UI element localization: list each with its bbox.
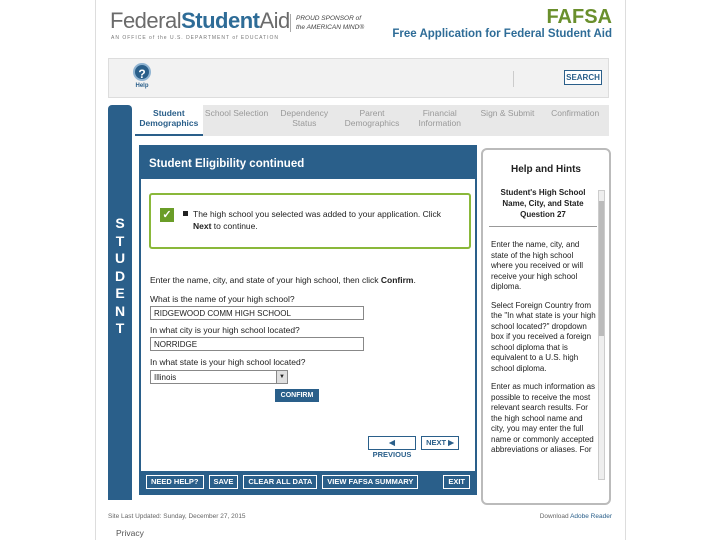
download-prefix: Download: [539, 513, 571, 520]
next-label: NEXT: [426, 438, 447, 447]
school-name-label: What is the name of your high school?: [150, 294, 295, 304]
fafsa-tagline: Free Application for Federal Student Aid: [392, 28, 612, 40]
sidebar-letter: D: [114, 267, 126, 284]
footer: [108, 513, 612, 520]
instruction-bold: Confirm: [380, 275, 414, 285]
tab-confirmation[interactable]: Confirmation: [551, 108, 600, 118]
sidebar-section-label: [108, 215, 132, 338]
notice-text-part: to continue.: [211, 221, 258, 231]
sponsor-line-1: PROUD SPONSOR of: [296, 15, 362, 22]
help-scrollbar-thumb[interactable]: [599, 201, 604, 336]
help-subtitle-text: Student's High School Name, City, and State: [500, 188, 586, 208]
help-subtitle: [489, 187, 597, 227]
help-paragraph: Select Foreign Country from the "In what state is your high school located?" dropdown box if you received a foreign school diploma that is equivalent to a U.S. high school diploma.: [491, 300, 596, 373]
tab-student-demographics[interactable]: Student Demographics: [135, 105, 203, 136]
sponsor-line-2: the AMERICAN MIND®: [296, 24, 365, 31]
view-fafsa-summary-button[interactable]: VIEW FAFSA SUMMARY: [322, 475, 418, 489]
sidebar-letter: T: [115, 320, 125, 336]
page-title: Student Eligibility continued: [141, 147, 475, 179]
help-question-number: Question 27: [520, 210, 566, 219]
help-label: Help: [135, 83, 149, 89]
sponsor-text: [290, 14, 364, 32]
section-sidebar: [108, 105, 132, 500]
bullet-icon: [183, 211, 188, 216]
last-updated-text: Site Last Updated: Sunday, December 27, 2015: [108, 513, 246, 520]
dropdown-arrow-icon[interactable]: ▼: [276, 371, 287, 383]
tab-sign-submit[interactable]: Sign & Submit: [480, 108, 535, 118]
state-selected-value: Illinois: [154, 373, 177, 382]
tab-school-selection[interactable]: School Selection: [204, 108, 269, 118]
logo-text-federal: Federal: [110, 8, 182, 33]
fafsa-logo[interactable]: FAFSA: [546, 6, 612, 28]
help-body: [491, 240, 597, 464]
logo-text-aid: Aid: [259, 8, 290, 33]
help-scrollbar[interactable]: [598, 190, 605, 480]
need-help-button[interactable]: NEED HELP?: [146, 475, 204, 489]
help-paragraph: Enter as much information as possible to receive the most relevant search results. For the high school name and city, you may enter the full name or commonly accepted abbreviations or aliases. For: [491, 382, 596, 454]
help-hints-panel: [481, 148, 611, 505]
sidebar-letter: N: [114, 302, 126, 319]
header: [95, 0, 626, 50]
help-paragraph: Enter the name, city, and state of the high school where you received or will receive your high school diploma.: [491, 240, 584, 291]
check-icon: ✓: [160, 208, 174, 222]
sidebar-letter: S: [115, 215, 125, 231]
adobe-reader-link[interactable]: Adobe Reader: [570, 513, 612, 520]
fsa-logo[interactable]: [110, 8, 290, 34]
notice-text-part: The high school you selected was added to your application. Click: [193, 209, 442, 219]
confirm-button[interactable]: CONFIRM: [275, 389, 319, 402]
instruction-part: .: [413, 275, 416, 285]
previous-label: PREVIOUS: [372, 450, 412, 459]
school-city-label: In what city is your high school located?: [150, 325, 300, 335]
school-city-input[interactable]: NORRIDGE: [150, 337, 364, 351]
school-state-select[interactable]: [150, 370, 288, 384]
sidebar-letter: U: [114, 250, 126, 266]
main-panel: [139, 145, 477, 495]
tab-parent-demographics[interactable]: Parent Demographics: [344, 108, 400, 128]
school-state-label: In what state is your high school located?: [150, 357, 306, 367]
toolbar: [108, 58, 609, 98]
search-button[interactable]: SEARCH: [564, 70, 602, 85]
help-button[interactable]: [127, 63, 157, 89]
exit-button[interactable]: EXIT: [443, 475, 470, 489]
sidebar-letter: E: [115, 285, 125, 301]
instruction-text: [150, 275, 416, 285]
download-reader: [540, 513, 612, 520]
logo-subtitle: AN OFFICE of the U.S. DEPARTMENT of EDUCATION: [111, 35, 279, 41]
privacy-link[interactable]: Privacy: [116, 528, 144, 538]
notice-text: [193, 208, 458, 232]
bottom-action-bar: [141, 471, 475, 493]
success-notice: [149, 193, 471, 249]
previous-button[interactable]: ◀ PREVIOUS: [368, 436, 416, 450]
school-name-input[interactable]: RIDGEWOOD COMM HIGH SCHOOL: [150, 306, 364, 320]
instruction-part: Enter the name, city, and state of your high school, then click: [150, 275, 381, 285]
help-icon: ?: [133, 63, 151, 81]
tab-financial-information[interactable]: Financial Information: [418, 108, 461, 128]
help-title: Help and Hints: [510, 164, 581, 175]
logo-text-student: Student: [181, 8, 260, 33]
tab-dependency-status[interactable]: Dependency Status: [280, 108, 329, 128]
sidebar-letter: T: [115, 232, 125, 249]
save-button[interactable]: SAVE: [209, 475, 239, 489]
clear-all-data-button[interactable]: CLEAR ALL DATA: [243, 475, 317, 489]
next-button[interactable]: NEXT ▶: [421, 436, 459, 450]
section-tabs: [135, 105, 609, 136]
search-area: [164, 71, 514, 87]
notice-text-bold: Next: [193, 221, 212, 231]
